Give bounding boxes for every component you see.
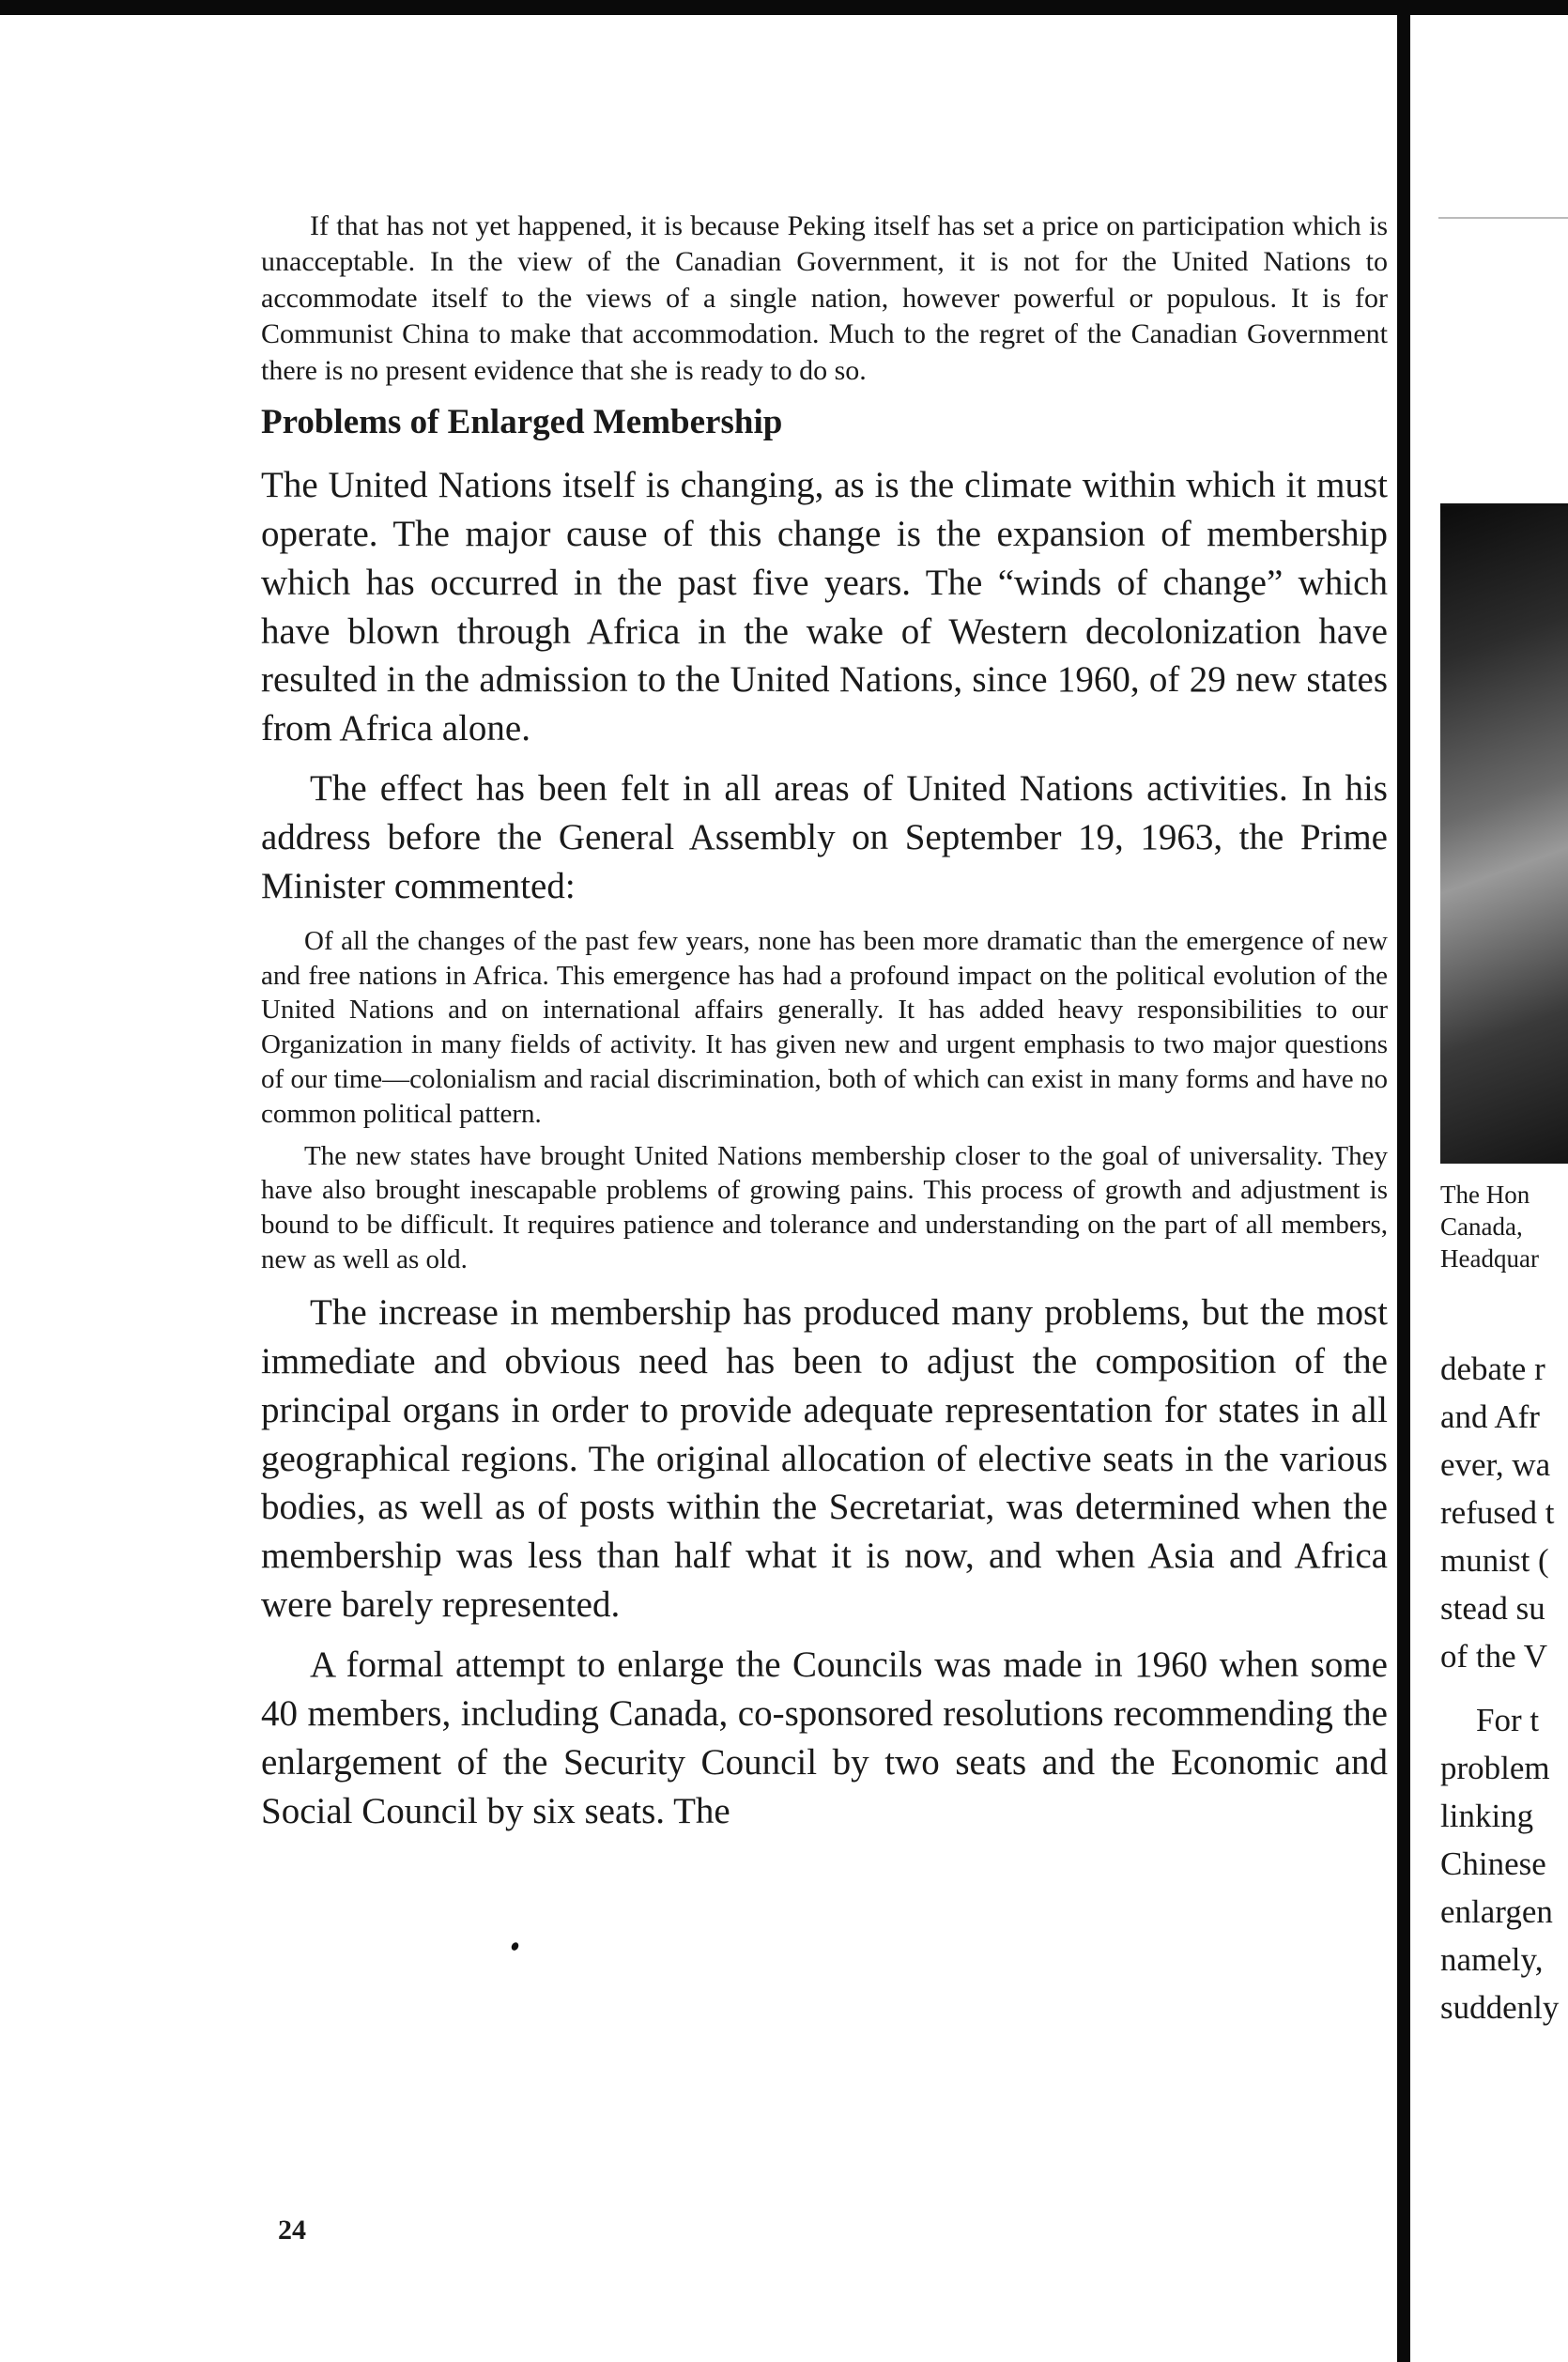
quotation-paragraph-2: The new states have brought United Nations membership closer to the goal of universality. They have also brought inescapable problems of growing pains. This process of growth and adjustment is bound to be difficult. It requires patience and tolerance and understanding on the part of all members, new as well as old. [261, 1140, 1388, 1275]
body-paragraph-2: The effect has been felt in all areas of United Nations activities. In his address before the General Assembly on September 19, 1963, the Prime Minister commented: [261, 768, 1388, 906]
page-number: 24 [278, 2215, 306, 2246]
fragment-line: For t [1476, 1702, 1540, 1738]
fragment-line: ever, wa [1440, 1446, 1551, 1483]
body-paragraph-4: A formal attempt to enlarge the Councils was made in 1960 when some 40 members, including Canada, co-sponsored resolutions recommending the enlargement of the Security Council by two seats and the Economic and Social Council by six seats. The [261, 1644, 1388, 1831]
fragment-line: linking [1440, 1798, 1534, 1834]
scan-speck [510, 1941, 520, 1952]
page-gutter [1397, 15, 1410, 2362]
fragment-line: namely, [1440, 1941, 1544, 1978]
photo-fragment [1440, 503, 1568, 1164]
fragment-line: debate r [1440, 1351, 1545, 1387]
fragment-line: Chinese [1440, 1845, 1546, 1882]
fragment-line: munist ( [1440, 1542, 1549, 1579]
body-paragraph-1: The United Nations itself is changing, as is the climate within which it must operate. The major cause of this change is the expansion of membership which has occurred in the past five years. The “winds of change” which have blown through Africa in the wake of Western decolonization have resulted in the admission to the United Nations, since 1960, of 29 new states from Africa alone. [261, 464, 1388, 749]
fragment-line: and Afr [1440, 1398, 1540, 1435]
left-column-text [261, 208, 1388, 1835]
fragment-line: enlargen [1440, 1893, 1553, 1930]
quotation-paragraph-1: Of all the changes of the past few years, none has been more dramatic than the emergence of new and free nations in Africa. This emergence has had a profound impact on the political evolution of the United Nations and on international affairs generally. It has added heavy responsibilities to our Organization in many fields of activity. It has given new and urgent emphasis to two major questions of our time—colonialism and racial discrimination, both of which can exist in many forms and have no common political pattern. [261, 925, 1388, 1129]
intro-paragraph: If that has not yet happened, it is because Peking itself has set a price on participation which is unacceptable. In the view of the Canadian Government, it is not for the United Nations to accommodate itself to the views of a single nation, however powerful or populous. It is for Communist China to make that accommodation. Much to the regret of the Canadian Government there is no present evidence that she is ready to do so. [261, 210, 1388, 386]
fragment-line: problem [1440, 1750, 1550, 1786]
body-paragraph-3: The increase in membership has produced many problems, but the most immediate and obvious need has been to adjust the composition of the principal organs in order to provide adequate representation for states in all geographical regions. The original allocation of elective seats in the various bodies, as well as of posts within the Secretariat, was determined when the membership was less than half what it is now, and when Asia and Africa were barely represented. [261, 1291, 1388, 1626]
scan-top-border [0, 0, 1568, 15]
section-heading: Problems of Enlarged Membership [261, 402, 783, 441]
caption-line: Headquar [1440, 1244, 1539, 1273]
caption-line: The Hon [1440, 1181, 1530, 1209]
photo-frame-top [1438, 217, 1568, 219]
caption-line: Canada, [1440, 1212, 1523, 1241]
adjacent-page-fragment [1410, 15, 1568, 2362]
fragment-line: stead su [1440, 1590, 1545, 1627]
fragment-line: of the V [1440, 1638, 1548, 1675]
fragment-line: suddenly [1440, 1989, 1560, 2026]
fragment-line: refused t [1440, 1494, 1555, 1531]
